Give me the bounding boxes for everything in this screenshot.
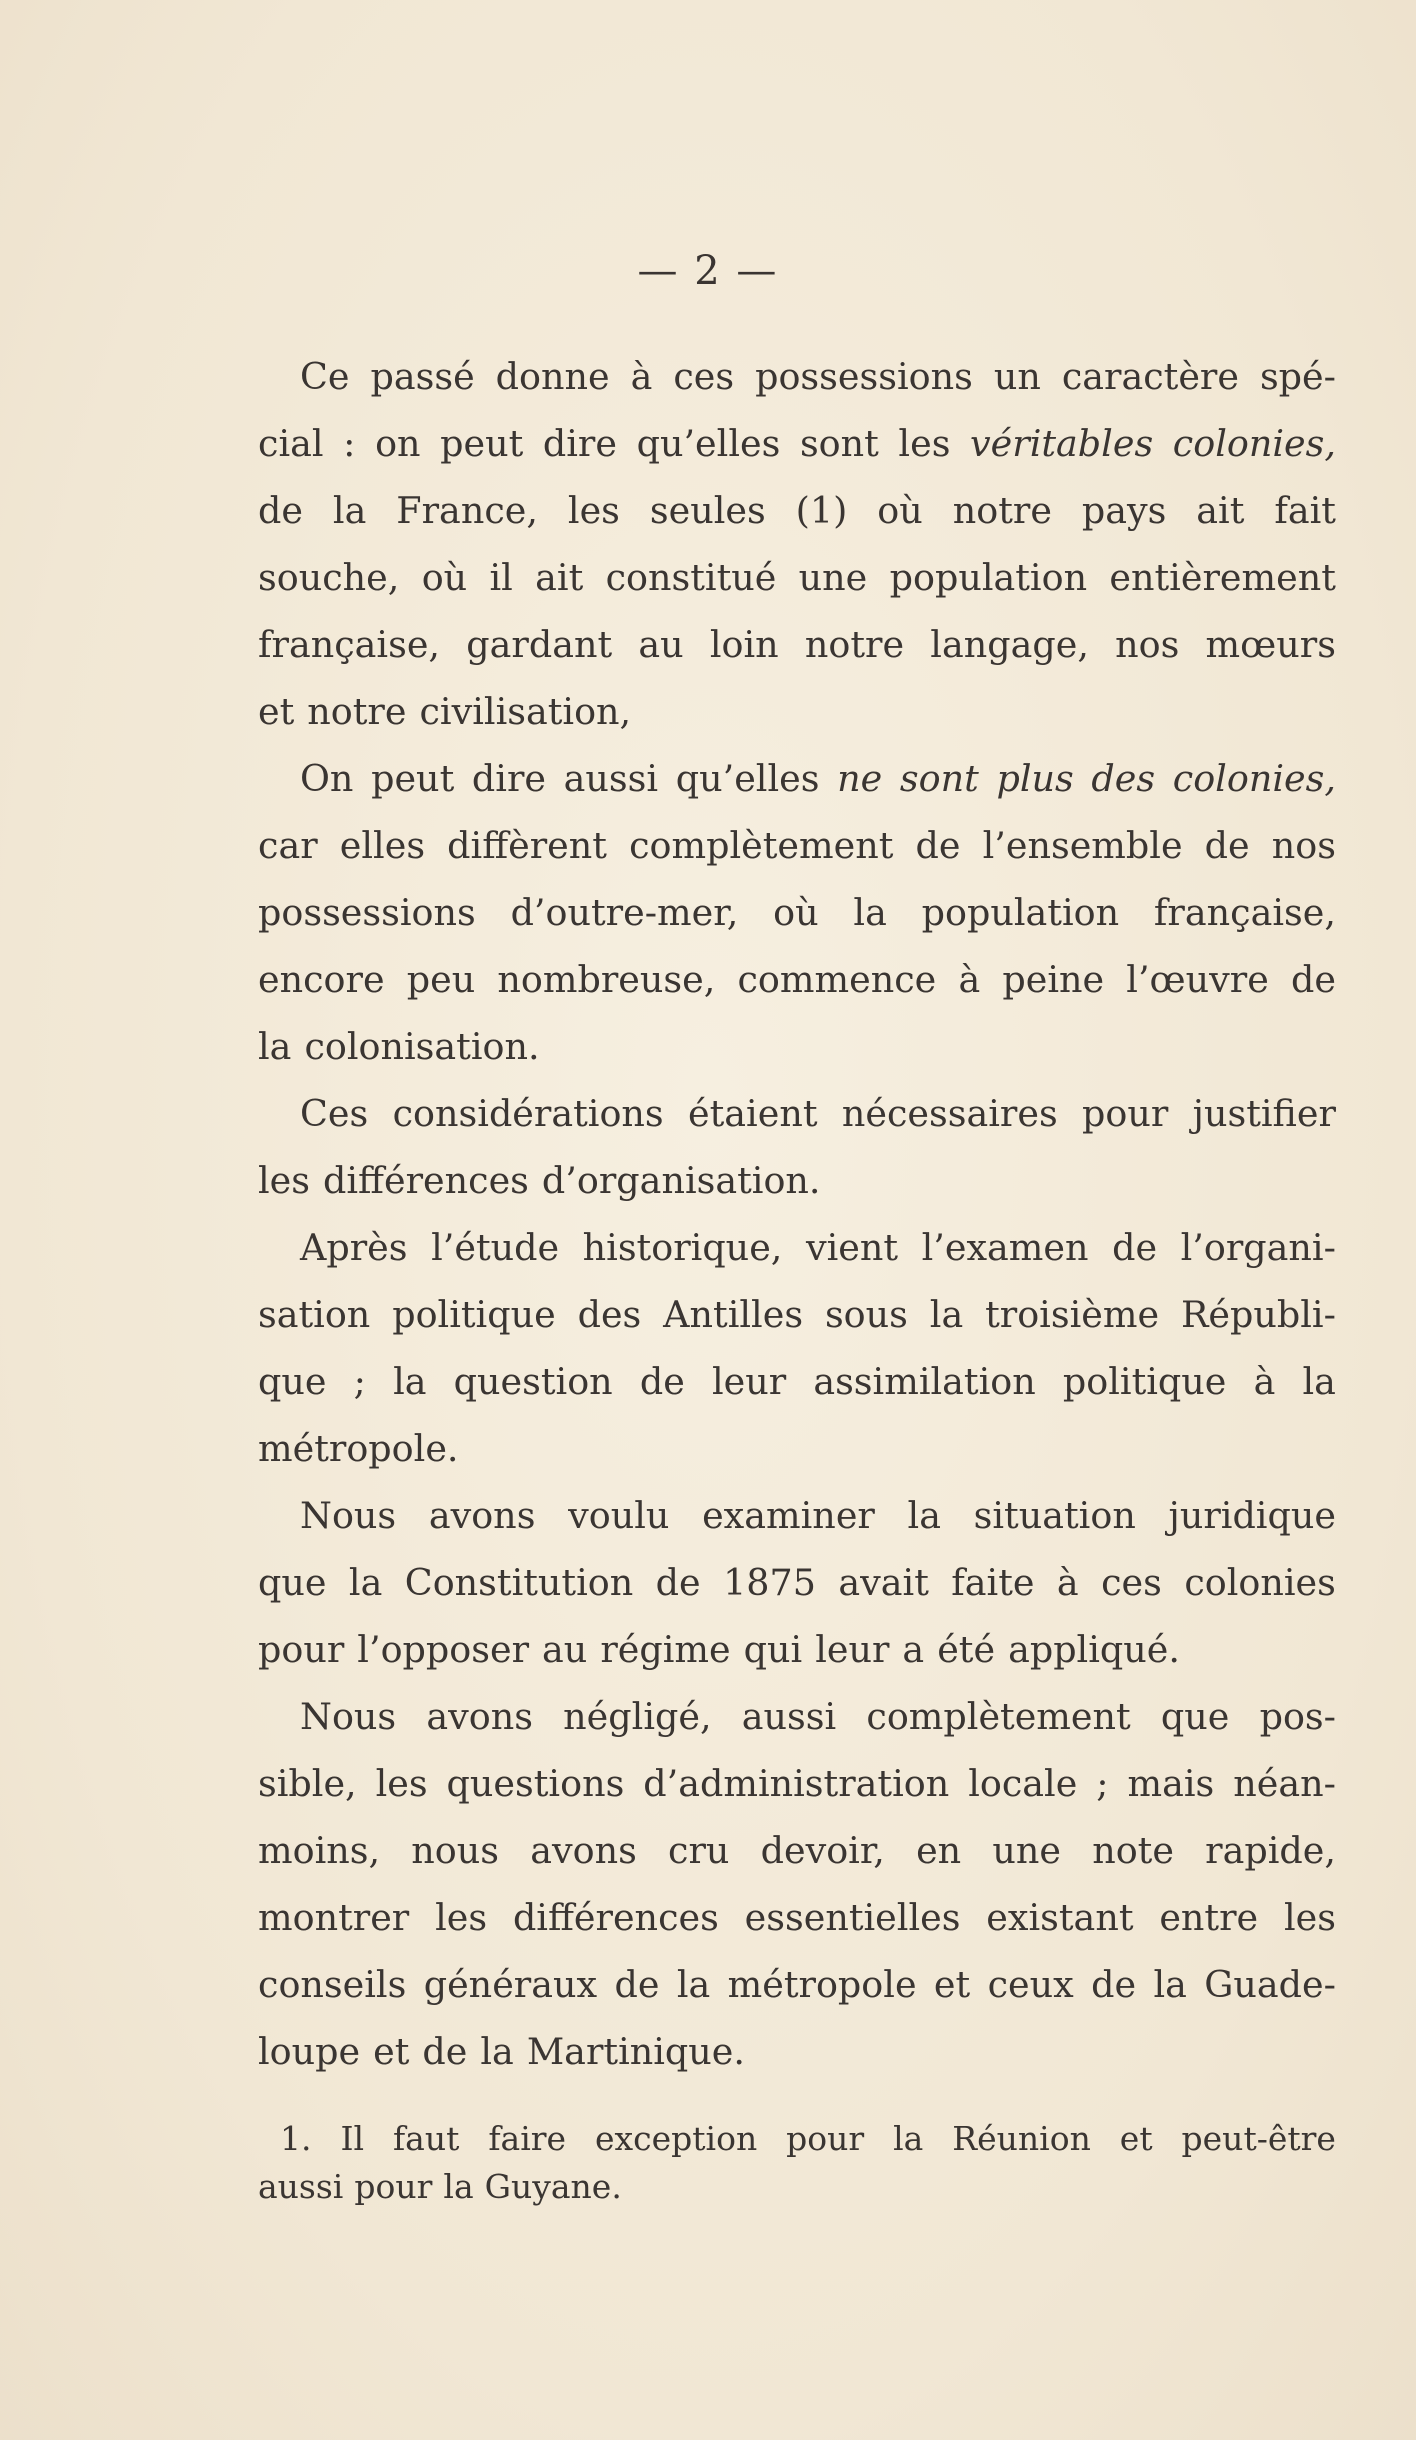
word: la [393, 1360, 427, 1403]
word: peine [1002, 958, 1105, 1001]
word: un [993, 355, 1041, 398]
text-line [258, 1750, 1336, 1817]
word: Nous [300, 1695, 397, 1738]
word: possessions [755, 355, 973, 398]
word: française, [258, 623, 441, 666]
text-line [258, 678, 1336, 745]
word: conseils [258, 1963, 407, 2006]
word: Antilles [663, 1293, 804, 1336]
text-line [258, 745, 1336, 812]
word: langage, [930, 623, 1089, 666]
word: rapide, [1205, 1829, 1336, 1872]
word: peut-être [1181, 2119, 1336, 2158]
word: civilisation, [419, 690, 632, 733]
word: de [655, 1561, 701, 1604]
word: avait [838, 1561, 929, 1604]
word: nous [411, 1829, 500, 1872]
word: de [1290, 958, 1336, 1001]
word: de [1204, 824, 1250, 867]
word: différences [323, 1159, 529, 1202]
word: montrer [258, 1896, 410, 1939]
word: France, [396, 489, 538, 532]
word: ces [1101, 1561, 1162, 1604]
word: commence [737, 958, 937, 1001]
word: différences [512, 1896, 719, 1939]
word: des [577, 1293, 642, 1336]
word: pos- [1259, 1695, 1336, 1738]
word: devoir, [760, 1829, 885, 1872]
text-line [258, 1817, 1336, 1884]
text-line [258, 1348, 1336, 1415]
word: justifier [1192, 1092, 1336, 1135]
word: Républi- [1180, 1293, 1336, 1336]
word: les [1283, 1896, 1336, 1939]
word: plus [996, 757, 1074, 800]
footnote [258, 2115, 1336, 2211]
text-line [258, 1616, 1336, 1683]
word: appliqué. [1008, 1628, 1180, 1671]
word: de [1112, 1226, 1158, 1269]
body-text [258, 343, 1336, 2085]
text-line [258, 1013, 1336, 1080]
word: constitué [605, 556, 777, 599]
word: peut [440, 422, 524, 465]
word: au [638, 623, 684, 666]
word: politique [392, 1293, 556, 1336]
word: question [453, 1360, 613, 1403]
word: la [332, 489, 367, 532]
word: française, [1153, 891, 1336, 934]
text-line [258, 1147, 1336, 1214]
word: car [258, 824, 318, 867]
word: les [435, 1896, 488, 1939]
word: peu [406, 958, 476, 1001]
word: d’organisation. [541, 1159, 821, 1202]
word: : [343, 422, 356, 465]
word: faire [488, 2119, 567, 2158]
word: sation [258, 1293, 371, 1336]
word: loin [709, 623, 779, 666]
word: l’organi- [1180, 1226, 1336, 1269]
word: pour [1082, 1092, 1169, 1135]
word: les [898, 422, 951, 465]
word: On [300, 757, 354, 800]
word: complètement [866, 1695, 1131, 1738]
word: la [1153, 1963, 1187, 2006]
word: ; [1096, 1762, 1109, 1805]
word: cru [668, 1829, 730, 1872]
word: encore [258, 958, 385, 1001]
word: avons [426, 1695, 533, 1738]
word: colonies, [1172, 757, 1336, 800]
word: cial [258, 422, 324, 465]
word: a [902, 1628, 925, 1671]
word: l’opposer [357, 1628, 530, 1671]
word: complètement [629, 824, 894, 867]
word: souche, [258, 556, 400, 599]
text-line [258, 1951, 1336, 2018]
text-line [258, 410, 1336, 477]
word: qu’elles [636, 422, 781, 465]
word: ; [353, 1360, 366, 1403]
word: diffèrent [447, 824, 607, 867]
word: Ces [300, 1092, 369, 1135]
word: notre [804, 623, 905, 666]
word: négligé, [563, 1695, 712, 1738]
word: la [1302, 1360, 1336, 1403]
word: elles [339, 824, 426, 867]
text-line [258, 1415, 1336, 1482]
word: fait [1274, 489, 1336, 532]
word: à [1253, 1360, 1276, 1403]
word: exception [595, 2119, 758, 2158]
text-line [258, 1549, 1336, 1616]
text-line [258, 343, 1336, 410]
word: métropole. [258, 1427, 459, 1470]
word: l’étude [431, 1226, 560, 1269]
text-line [258, 611, 1336, 678]
word: population [889, 556, 1088, 599]
word: dire [471, 757, 546, 800]
word: spé- [1259, 355, 1336, 398]
word: de [258, 489, 303, 532]
text-line [258, 812, 1336, 879]
word: étaient [688, 1092, 818, 1135]
word: l’examen [921, 1226, 1089, 1269]
word: juridique [1168, 1494, 1336, 1537]
word: loupe [258, 2030, 361, 2073]
word: où [421, 556, 468, 599]
word: les [375, 1762, 428, 1805]
word: régime [600, 1628, 731, 1671]
word: note [1092, 1829, 1174, 1872]
word: pour [354, 2167, 433, 2206]
word: l’œuvre [1126, 958, 1269, 1001]
word: (1) [795, 489, 848, 532]
word: néan- [1233, 1762, 1336, 1805]
word: sible, [258, 1762, 357, 1805]
word: entre [1159, 1896, 1259, 1939]
word: colonies, [1172, 422, 1336, 465]
word: la [258, 1025, 292, 1068]
word: la [480, 2030, 514, 2073]
word: d’administration [643, 1762, 950, 1805]
word: au [542, 1628, 588, 1671]
word: l’ensemble [982, 824, 1183, 867]
word: essentielles [744, 1896, 961, 1939]
text-line [258, 477, 1336, 544]
word: mœurs [1205, 623, 1336, 666]
word: que [258, 1561, 327, 1604]
word: population [921, 891, 1120, 934]
word: ait [1196, 489, 1245, 532]
word: et [258, 690, 295, 733]
text-line [258, 879, 1336, 946]
word: ceux [987, 1963, 1074, 2006]
word: politique [1062, 1360, 1227, 1403]
word: Guyane. [484, 2167, 622, 2206]
word: la [907, 1494, 941, 1537]
word: et [1119, 2119, 1153, 2158]
word: les [567, 489, 620, 532]
word: Guade- [1204, 1963, 1336, 2006]
word: la [348, 1561, 383, 1604]
word: la [853, 891, 887, 934]
word: ne [837, 757, 883, 800]
word: à [1056, 1561, 1079, 1604]
word: été [937, 1628, 996, 1671]
word: colonisation. [304, 1025, 540, 1068]
word: nos [1115, 623, 1180, 666]
text-line [258, 1214, 1336, 1281]
word: il [489, 556, 513, 599]
word: en [916, 1829, 962, 1872]
word: une [798, 556, 868, 599]
text-line [258, 1683, 1336, 1750]
word: troisième [985, 1293, 1160, 1336]
text-line [258, 2163, 1336, 2211]
word: notre [307, 690, 407, 733]
word: et [373, 2030, 410, 2073]
word: assimilation [813, 1360, 1036, 1403]
word: passé [370, 355, 475, 398]
text-line [258, 2115, 1336, 2163]
word: faut [392, 2119, 460, 2158]
word: que [1160, 1695, 1230, 1738]
word: à [958, 958, 981, 1001]
word: Constitution [404, 1561, 634, 1604]
text-line [258, 1884, 1336, 1951]
word: la [929, 1293, 964, 1336]
word: avons [428, 1494, 536, 1537]
text-line [258, 1281, 1336, 1348]
page-number: — 2 — [637, 248, 779, 294]
word: qui [743, 1628, 803, 1671]
word: 1875 [723, 1561, 816, 1604]
word: aussi [741, 1695, 837, 1738]
word: de [915, 824, 961, 867]
word: caractère [1061, 355, 1239, 398]
word: avons [530, 1829, 637, 1872]
word: nos [1271, 824, 1336, 867]
text-line [258, 2018, 1336, 2085]
word: moins, [258, 1829, 381, 1872]
word: Nous [300, 1494, 397, 1537]
word: questions [446, 1762, 625, 1805]
word: de [639, 1360, 685, 1403]
word: faite [951, 1561, 1035, 1604]
word: de [422, 2030, 468, 2073]
text-line [258, 1482, 1336, 1549]
word: donne [495, 355, 610, 398]
word: situation [973, 1494, 1136, 1537]
text-line [258, 946, 1336, 1013]
word: pays [1081, 489, 1167, 532]
word: une [992, 1829, 1061, 1872]
word: seules [649, 489, 766, 532]
text-line [258, 544, 1336, 611]
word: ait [535, 556, 584, 599]
word: aussi [258, 2167, 344, 2206]
word: Martinique. [526, 2030, 745, 2073]
word: notre [952, 489, 1052, 532]
word: Après [300, 1226, 408, 1269]
word: leur [815, 1628, 890, 1671]
word: mais [1127, 1762, 1215, 1805]
word: de [614, 1963, 660, 2006]
word: considérations [392, 1092, 664, 1135]
word: vient [805, 1226, 899, 1269]
word: qu’elles [675, 757, 820, 800]
word: nécessaires [841, 1092, 1058, 1135]
word: entièrement [1109, 556, 1336, 599]
word: Réunion [952, 2119, 1091, 2158]
word: dire [542, 422, 617, 465]
word: et [933, 1963, 971, 2006]
word: la [893, 2119, 924, 2158]
word: les [258, 1159, 311, 1202]
word: historique, [582, 1226, 783, 1269]
word: de [1091, 1963, 1137, 2006]
word: où [877, 489, 923, 532]
word: Il [340, 2119, 365, 2158]
word: sont [799, 422, 879, 465]
word: examiner [702, 1494, 875, 1537]
word: gardant [466, 623, 613, 666]
word: généraux [423, 1963, 598, 2006]
word: colonies [1184, 1561, 1336, 1604]
text-line [258, 1080, 1336, 1147]
word: que [258, 1360, 327, 1403]
word: Ce [300, 355, 350, 398]
word: leur [711, 1360, 787, 1403]
word: pour [258, 1628, 345, 1671]
word: 1. [280, 2119, 312, 2158]
word: la [676, 1963, 711, 2006]
word: où [773, 891, 819, 934]
word: la [443, 2167, 474, 2206]
word: locale [968, 1762, 1078, 1805]
word: métropole [727, 1963, 917, 2006]
word: sous [824, 1293, 908, 1336]
word: aussi [563, 757, 659, 800]
word: existant [986, 1896, 1134, 1939]
word: on [375, 422, 421, 465]
word: à [630, 355, 653, 398]
word: véritables [970, 422, 1154, 465]
word: peut [371, 757, 455, 800]
word: voulu [568, 1494, 670, 1537]
word: sont [899, 757, 979, 800]
word: d’outre-mer, [510, 891, 739, 934]
word: pour [786, 2119, 865, 2158]
word: des [1091, 757, 1156, 800]
word: nombreuse, [497, 958, 716, 1001]
word: possessions [258, 891, 476, 934]
word: ces [673, 355, 735, 398]
